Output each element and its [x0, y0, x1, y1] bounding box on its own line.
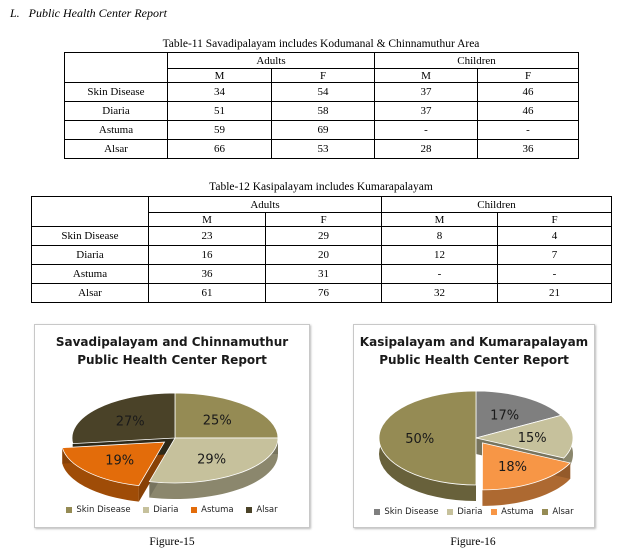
table11	[64, 52, 579, 159]
table-cell: 21	[498, 284, 612, 303]
legend-item	[447, 507, 482, 517]
legend-swatch-alsar	[542, 509, 548, 515]
table12-subheader: M	[149, 213, 266, 227]
table11-subheader: F	[272, 69, 375, 83]
table-cell: 76	[266, 284, 382, 303]
legend-label: Diaria	[153, 505, 179, 515]
table-cell: 23	[149, 227, 266, 246]
table12-subheader: F	[266, 213, 382, 227]
table-cell: 16	[149, 246, 266, 265]
table11-subheader: M	[168, 69, 272, 83]
legend-item	[66, 505, 130, 515]
table-cell: 36	[478, 140, 579, 159]
legend-item	[191, 505, 233, 515]
legend-swatch-alsar	[246, 507, 252, 513]
chart-legend	[354, 507, 594, 517]
legend-swatch-skin-disease	[66, 507, 72, 513]
table-cell: -	[375, 121, 478, 140]
legend-label: Astuma	[501, 507, 534, 517]
table12-group-adults: Adults	[149, 197, 382, 213]
legend-item	[491, 507, 533, 517]
legend-swatch-skin-disease	[374, 509, 380, 515]
pie-data-label: 19%	[105, 453, 135, 469]
table11-caption: Table-11 Savadipalayam includes Kodumanal & Chinnamuthur Area	[162, 38, 480, 50]
table-cell: 32	[382, 284, 498, 303]
table-cell: 51	[168, 102, 272, 121]
row-label: Diaria	[32, 246, 149, 265]
row-label: Alsar	[65, 140, 168, 159]
table-cell: -	[382, 265, 498, 284]
legend-label: Skin Disease	[384, 507, 439, 517]
pie-data-label: 18%	[498, 459, 528, 475]
pie-data-label: 15%	[517, 431, 547, 447]
figure-15-caption: Figure-15	[149, 536, 195, 548]
table-cell: 59	[168, 121, 272, 140]
chart-title-line1: Savadipalayam and Chinnamuthur	[55, 335, 289, 349]
row-label: Skin Disease	[65, 83, 168, 102]
table-cell: 12	[382, 246, 498, 265]
table-row	[65, 83, 579, 102]
legend-label: Skin Disease	[76, 505, 131, 515]
table-cell: 46	[478, 102, 579, 121]
row-label: Skin Disease	[32, 227, 149, 246]
table-row	[32, 227, 612, 246]
table-row	[65, 121, 579, 140]
table-cell: 66	[168, 140, 272, 159]
legend-item	[542, 507, 573, 517]
pie-data-label: 50%	[405, 432, 435, 447]
table-cell: 7	[498, 246, 612, 265]
table-cell: 53	[272, 140, 375, 159]
table12-subheader: M	[382, 213, 498, 227]
table-cell: -	[498, 265, 612, 284]
table-cell: 61	[149, 284, 266, 303]
pie-data-label: 27%	[115, 414, 145, 430]
table11-subheader: F	[478, 69, 579, 83]
legend-item	[374, 507, 438, 517]
section-heading: L. Public Health Center Report	[10, 6, 167, 20]
table-cell: 31	[266, 265, 382, 284]
table-cell: 29	[266, 227, 382, 246]
table-cell: 20	[266, 246, 382, 265]
chart-title-line2: Public Health Center Report	[77, 353, 267, 367]
pie-chart-figure-16	[353, 324, 595, 528]
table-row	[32, 246, 612, 265]
table-cell: -	[478, 121, 579, 140]
table12-corner-cell	[32, 197, 149, 227]
legend-swatch-astuma	[191, 507, 197, 513]
table-cell: 28	[375, 140, 478, 159]
table11-group-adults: Adults	[168, 53, 375, 69]
table11-subheader: M	[375, 69, 478, 83]
row-label: Diaria	[65, 102, 168, 121]
table-cell: 37	[375, 83, 478, 102]
table-cell: 37	[375, 102, 478, 121]
legend-item	[143, 505, 178, 515]
table-cell: 69	[272, 121, 375, 140]
table-cell: 54	[272, 83, 375, 102]
pie-data-label: 25%	[202, 413, 232, 429]
pie-data-label: 17%	[490, 408, 520, 424]
table-cell: 4	[498, 227, 612, 246]
table12-subheader: F	[498, 213, 612, 227]
chart-title-line2: Public Health Center Report	[379, 353, 569, 367]
table11-group-header-row	[65, 53, 579, 69]
table-row	[32, 284, 612, 303]
legend-swatch-diaria	[143, 507, 149, 513]
table12-caption: Table-12 Kasipalayam includes Kumarapalayam	[209, 181, 433, 193]
legend-label: Alsar	[552, 507, 574, 517]
table-row	[32, 265, 612, 284]
table-row	[65, 140, 579, 159]
table-row	[65, 102, 579, 121]
table-cell: 46	[478, 83, 579, 102]
figure-16-caption: Figure-16	[450, 536, 496, 548]
table-cell: 36	[149, 265, 266, 284]
pie-chart-figure-15	[34, 324, 310, 528]
table11-corner-cell	[65, 53, 168, 83]
table12	[31, 196, 612, 303]
table12-group-children: Children	[382, 197, 612, 213]
table12-group-header-row	[32, 197, 612, 213]
row-label: Astuma	[65, 121, 168, 140]
legend-label: Diaria	[457, 507, 483, 517]
legend-item	[246, 505, 277, 515]
legend-label: Alsar	[256, 505, 278, 515]
legend-swatch-diaria	[447, 509, 453, 515]
table-cell: 58	[272, 102, 375, 121]
chart-title-line1: Kasipalayam and Kumarapalayam	[359, 335, 589, 349]
table-cell: 8	[382, 227, 498, 246]
row-label: Alsar	[32, 284, 149, 303]
row-label: Astuma	[32, 265, 149, 284]
table-cell: 34	[168, 83, 272, 102]
legend-swatch-astuma	[491, 509, 497, 515]
table11-group-children: Children	[375, 53, 579, 69]
chart-legend	[35, 505, 309, 515]
pie-data-label: 29%	[197, 452, 227, 468]
legend-label: Astuma	[201, 505, 234, 515]
